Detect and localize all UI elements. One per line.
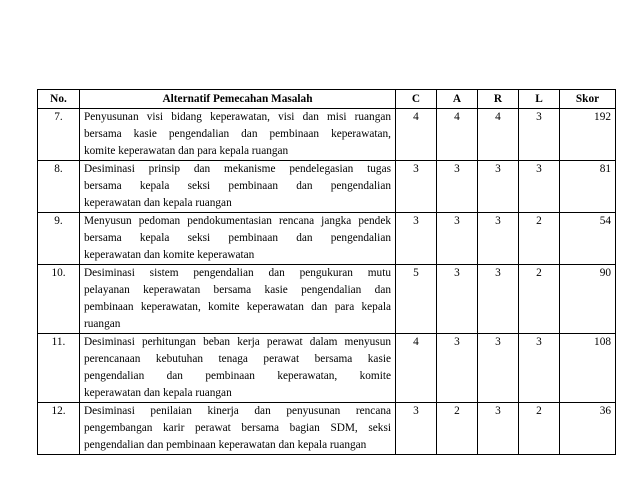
row-score-r: 3 (478, 213, 519, 265)
row-number: 7. (38, 109, 80, 161)
alternatif-line: komite keperawatan dan para kepala ruangan (84, 145, 289, 157)
alternatif-line: pengembangan karir perawat bersama bagian SDM, seksi (84, 422, 391, 434)
row-skor: 90 (560, 265, 616, 334)
row-skor: 54 (560, 213, 616, 265)
row-score-c: 5 (396, 265, 437, 334)
alternatif-line: perencanaan kebutuhan tenaga perawat bersama kasie (84, 353, 391, 365)
row-skor: 108 (560, 334, 616, 403)
row-score-c: 4 (396, 334, 437, 403)
row-alternatif (80, 265, 396, 334)
header-alternatif: Alternatif Pemecahan Masalah (80, 90, 396, 109)
table-row (38, 109, 616, 161)
row-alternatif (80, 161, 396, 213)
row-score-a: 2 (437, 403, 478, 455)
alternatif-line: pembinaan keperawatan, komite keperawatan dan para kepala (84, 301, 391, 313)
header-c: C (396, 90, 437, 109)
row-score-l: 2 (519, 265, 560, 334)
row-score-a: 3 (437, 334, 478, 403)
header-l: L (519, 90, 560, 109)
row-alternatif (80, 109, 396, 161)
row-score-r: 3 (478, 265, 519, 334)
row-score-l: 3 (519, 334, 560, 403)
row-score-a: 3 (437, 213, 478, 265)
row-skor: 36 (560, 403, 616, 455)
alternatif-line: Desiminasi perhitungan beban kerja perawat dalam menyusun (84, 336, 391, 348)
header-r: R (478, 90, 519, 109)
alternatif-line: keperawatan dan kepala ruangan (84, 387, 232, 399)
table-row (38, 161, 616, 213)
row-number: 9. (38, 213, 80, 265)
row-score-c: 4 (396, 109, 437, 161)
row-skor: 81 (560, 161, 616, 213)
row-number: 10. (38, 265, 80, 334)
alternatif-line: Desiminasi penilaian kinerja dan penyusunan rencana (84, 405, 391, 417)
row-number: 8. (38, 161, 80, 213)
alternatif-line: keperawatan dan kepala ruangan (84, 197, 232, 209)
alternatif-line: bersama kasie pengendalian dan pembinaan keperawatan, (84, 128, 391, 140)
row-score-c: 3 (396, 161, 437, 213)
row-score-l: 2 (519, 403, 560, 455)
alternatif-line: ruangan (84, 318, 121, 330)
table-header-row (38, 90, 616, 109)
row-score-l: 3 (519, 109, 560, 161)
alternatif-line: pelayanan keperawatan bersama kasie pengendalian dan (84, 284, 391, 296)
row-score-l: 3 (519, 161, 560, 213)
row-score-c: 3 (396, 213, 437, 265)
alternatif-line: pengendalian dan pembinaan keperawatan, komite (84, 370, 391, 382)
row-score-a: 3 (437, 265, 478, 334)
row-score-l: 2 (519, 213, 560, 265)
row-skor: 192 (560, 109, 616, 161)
alternatif-line: keperawatan dan komite keperawatan (84, 249, 255, 261)
row-score-r: 3 (478, 334, 519, 403)
table-row (38, 213, 616, 265)
table-row (38, 334, 616, 403)
row-alternatif (80, 334, 396, 403)
row-score-c: 3 (396, 403, 437, 455)
row-score-r: 3 (478, 403, 519, 455)
alternatif-line: bersama kepala seksi pembinaan dan pengendalian (84, 180, 391, 192)
alternatif-line: Penyusunan visi bidang keperawatan, visi dan misi ruangan (84, 111, 391, 123)
table-row (38, 265, 616, 334)
row-score-r: 4 (478, 109, 519, 161)
row-alternatif (80, 213, 396, 265)
row-alternatif (80, 403, 396, 455)
row-number: 11. (38, 334, 80, 403)
alternatif-line: Desiminasi sistem pengendalian dan pengukuran mutu (84, 267, 391, 279)
alternatif-line: bersama kepala seksi pembinaan dan pengendalian (84, 232, 391, 244)
header-a: A (437, 90, 478, 109)
row-number: 12. (38, 403, 80, 455)
row-score-a: 3 (437, 161, 478, 213)
alternatif-line: Desiminasi prinsip dan mekanisme pendelegasian tugas (84, 163, 391, 175)
header-no: No. (38, 90, 80, 109)
table-row (38, 403, 616, 455)
problem-solving-table (37, 89, 616, 455)
alternatif-line: pengendalian dan pembinaan keperawatan dan kepala ruangan (84, 439, 367, 451)
row-score-a: 4 (437, 109, 478, 161)
table-body (38, 109, 616, 455)
row-score-r: 3 (478, 161, 519, 213)
header-skor: Skor (560, 90, 616, 109)
alternatif-line: Menyusun pedoman pendokumentasian rencana jangka pendek (84, 215, 391, 227)
